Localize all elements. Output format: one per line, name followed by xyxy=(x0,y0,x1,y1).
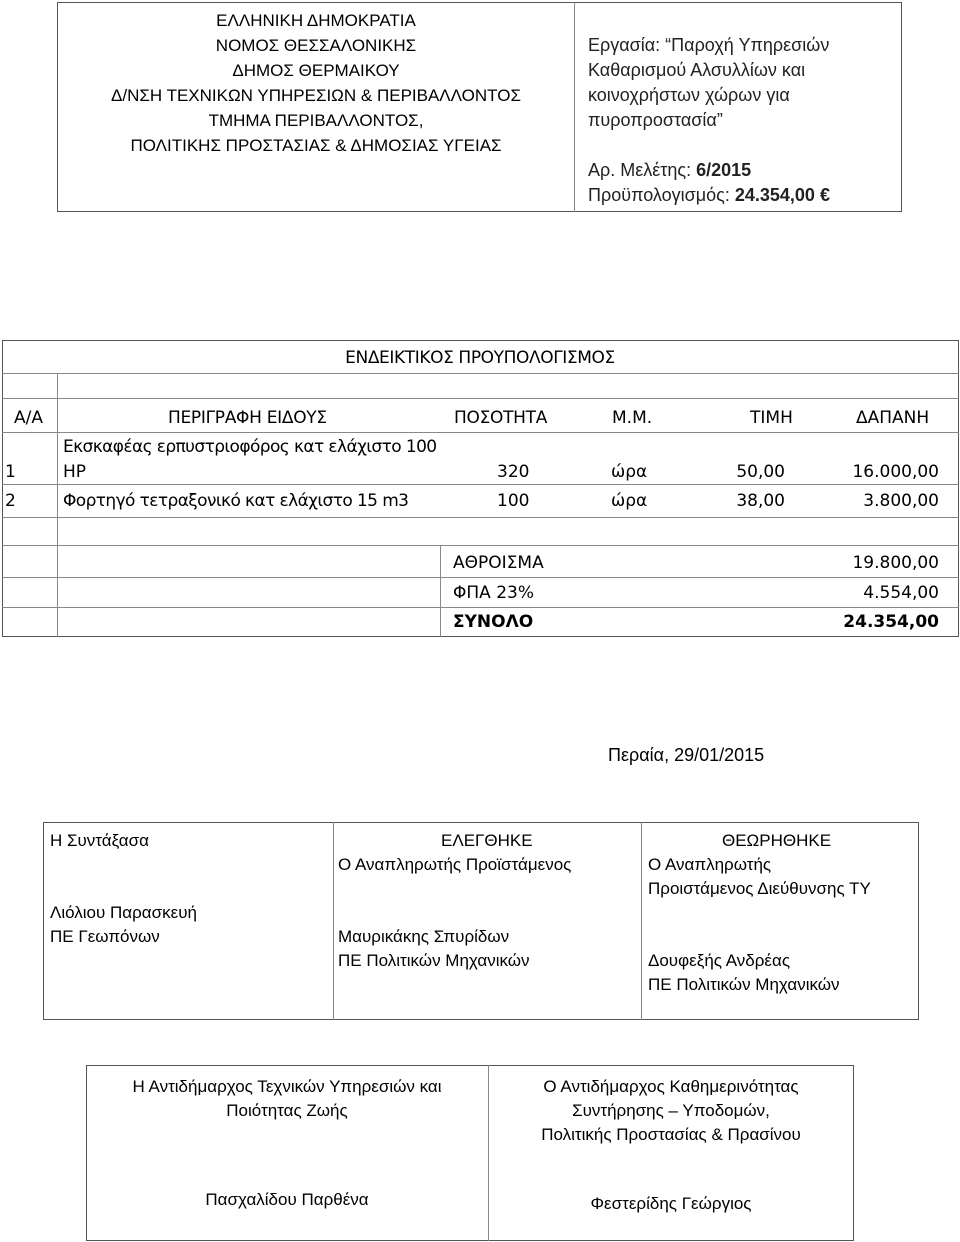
compiled-name: Λιόλιου Παρασκευή xyxy=(50,903,197,922)
study-label: Αρ. Μελέτης: xyxy=(588,160,692,180)
col-header-qty: ΠΟΣΟΤΗΤΑ xyxy=(454,408,548,428)
issuer-line: ΤΜΗΜΑ ΠΕΡΙΒΑΛΛΟΝΤΟΣ, xyxy=(208,111,424,130)
budget xyxy=(588,183,830,208)
date-line: Περαία, 29/01/2015 xyxy=(608,745,765,765)
row-1-qty: 320 xyxy=(497,462,530,482)
deputy-mayor-2-name: Φεστερίδης Γεώργιος xyxy=(590,1194,752,1213)
signatures-divider xyxy=(333,822,334,1020)
grand-total-value: 24.354,00 xyxy=(843,612,939,632)
row-1-aa: 1 xyxy=(5,462,16,482)
issuer-line: ΝΟΜΟΣ ΘΕΣΣΑΛΟΝΙΚΗΣ xyxy=(215,36,417,55)
row-2-qty: 100 xyxy=(497,491,530,511)
work-line: Εργασία: “Παροχή Υπηρεσιών xyxy=(588,35,830,55)
col-header-aa: Α/Α xyxy=(14,408,43,428)
row-2-aa: 2 xyxy=(5,491,16,511)
deputy-mayor-1-title-cont: Ποιότητας Ζωής xyxy=(226,1101,348,1120)
deputy-mayor-1-name: Πασχαλίδου Παρθένα xyxy=(205,1190,369,1209)
deputy-mayor-1-title: Η Αντιδήμαρχος Τεχνικών Υπηρεσιών και xyxy=(132,1077,442,1096)
row-1-unit: ώρα xyxy=(611,462,648,482)
work-line: πυροπροστασία” xyxy=(588,110,723,130)
approved-role: ΠΕ Πολιτικών Μηχανικών xyxy=(648,975,840,994)
table-rule xyxy=(2,484,959,485)
issuer-line: ΔΗΜΟΣ ΘΕΡΜΑΙΚΟΥ xyxy=(232,61,400,80)
checked-position: Ο Αναπληρωτής Προϊστάμενος xyxy=(338,855,572,874)
header-divider xyxy=(574,2,575,212)
row-1-price: 50,00 xyxy=(736,462,785,482)
study-number xyxy=(588,158,751,183)
col-header-unit: Μ.Μ. xyxy=(612,408,653,428)
row-2-desc: Φορτηγό τετραξονικό κατ ελάχιστο 15 m3 xyxy=(63,491,409,511)
col-header-price: ΤΙΜΗ xyxy=(750,408,793,428)
deputy-mayor-2-title-cont: Πολιτικής Προστασίας & Πρασίνου xyxy=(541,1125,801,1144)
table-col-rule xyxy=(57,373,58,637)
col-header-desc: ΠΕΡΙΓΡΑΦΗ ΕΙΔΟΥΣ xyxy=(168,408,327,428)
checked-name: Μαυρικάκης Σπυρίδων xyxy=(338,927,510,946)
table-col-rule xyxy=(440,545,441,637)
row-1-cost: 16.000,00 xyxy=(852,462,939,482)
approved-name: Δουφεξής Ανδρέας xyxy=(648,951,791,970)
checked-role: ΠΕ Πολιτικών Μηχανικών xyxy=(338,951,530,970)
signatures-divider xyxy=(641,822,642,1020)
approved-title: ΘΕΩΡΗΘΗΚΕ xyxy=(722,831,832,850)
table-rule xyxy=(2,545,959,546)
vat-label: ΦΠΑ 23% xyxy=(453,583,534,603)
total-sum-value: 19.800,00 xyxy=(852,553,939,573)
signature-compiled xyxy=(50,829,197,949)
row-2-price: 38,00 xyxy=(736,491,785,511)
deputy-mayor-2-title: Ο Αντιδήμαρχος Καθημερινότητας xyxy=(543,1077,799,1096)
work-line: Καθαρισμού Αλσυλλίων και xyxy=(588,60,806,80)
signature-checked xyxy=(338,829,638,973)
compiled-role: ΠΕ Γεωπόνων xyxy=(50,927,160,946)
issuer-line: Δ/ΝΣΗ ΤΕΧΝΙΚΩΝ ΥΠΗΡΕΣΙΩΝ & ΠΕΡΙΒΑΛΛΟΝΤΟΣ xyxy=(111,86,521,105)
work-line: κοινοχρήστων χώρων για xyxy=(588,85,790,105)
table-rule xyxy=(2,432,959,433)
issuer-block xyxy=(60,8,572,158)
issuer-line: ΠΟΛΙΤΙΚΗΣ ΠΡΟΣΤΑΣΙΑΣ & ΔΗΜΟΣΙΑΣ ΥΓΕΙΑΣ xyxy=(130,136,502,155)
signature-approved xyxy=(648,829,916,997)
table-rule xyxy=(2,607,959,608)
row-1-desc: Εκσκαφέας ερπυστριοφόρος κατ ελάχιστο 100 xyxy=(63,437,437,457)
table-rule xyxy=(2,373,959,374)
col-header-cost: ΔΑΠΑΝΗ xyxy=(856,408,930,428)
table-rule xyxy=(2,577,959,578)
approved-position: Ο Αναπληρωτής xyxy=(648,855,772,874)
study-value: 6/2015 xyxy=(696,160,752,180)
deputy-mayor-2-title-cont: Συντήρησης – Υποδομών, xyxy=(572,1101,770,1120)
budget-label: Προϋπολογισμός: xyxy=(588,185,730,205)
checked-title: ΕΛΕΓΘΗΚΕ xyxy=(441,831,533,850)
row-2-unit: ώρα xyxy=(611,491,648,511)
signature-deputy-mayor-2 xyxy=(489,1075,853,1147)
approved-position-cont: Προιστάμενος Διεύθυνσης ΤΥ xyxy=(648,879,871,898)
table-rule xyxy=(2,517,959,518)
total-sum-label: ΑΘΡΟΙΣΜΑ xyxy=(453,553,544,573)
table-rule xyxy=(2,398,959,399)
row-2-cost: 3.800,00 xyxy=(863,491,939,511)
budget-value: 24.354,00 € xyxy=(734,185,830,205)
issuer-line: ΕΛΛΗΝΙΚΗ ΔΗΜΟΚΡΑΤΙΑ xyxy=(216,11,416,30)
compiled-title: Η Συντάξασα xyxy=(50,831,149,850)
row-1-desc-cont: HP xyxy=(63,462,87,482)
table-title: ΕΝΔΕΙΚΤΙΚΟΣ ΠΡΟΥΠΟΛΟΓΙΣΜΟΣ xyxy=(345,348,615,368)
work-block xyxy=(588,33,829,133)
vat-value: 4.554,00 xyxy=(863,583,939,603)
signature-deputy-mayor-1 xyxy=(87,1075,487,1123)
grand-total-label: ΣΥΝΟΛΟ xyxy=(453,612,534,632)
